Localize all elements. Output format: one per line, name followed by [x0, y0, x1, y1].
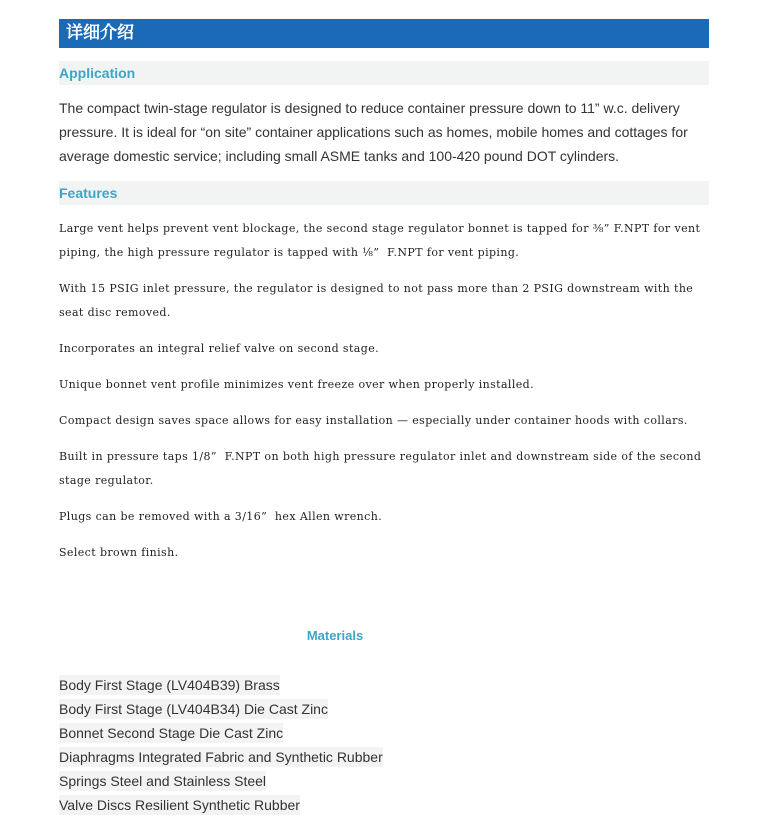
page-title: 详细介绍 — [59, 19, 709, 48]
material-item: Valve Discs Resilient Synthetic Rubber — [59, 797, 300, 813]
feature-item: Large vent helps prevent vent blockage, the second stage regulator bonnet is tapped for ⅜” F.NPT for vent piping, the high pressure regulator is tapped with ⅛” F.NPT for vent piping. — [59, 222, 705, 259]
material-item: Diaphragms Integrated Fabric and Synthetic Rubber — [59, 749, 383, 765]
application-text: The compact twin-stage regulator is designed to reduce container pressure down to 11” w.c. delivery pressure. It is ideal for “on site” container applications such as homes, mobile homes and cottages for average domestic service; including small ASME tanks and 100-420 pound DOT cylinders. — [59, 100, 688, 164]
feature-item: With 15 PSIG inlet pressure, the regulator is designed to not pass more than 2 PSIG downstream with the seat disc removed. — [59, 282, 698, 319]
application-header: Application — [59, 61, 709, 85]
materials-header: Materials — [306, 628, 364, 643]
material-item: Bonnet Second Stage Die Cast Zinc — [59, 725, 284, 741]
feature-item: Plugs can be removed with a 3/16” hex Allen wrench. — [59, 510, 383, 523]
feature-item: Incorporates an integral relief valve on second stage. — [59, 342, 379, 355]
feature-item: Select brown finish. — [59, 546, 179, 559]
material-item: Body First Stage (LV404B39) Brass — [59, 677, 280, 693]
features-header: Features — [59, 181, 709, 205]
material-item: Body First Stage (LV404B34) Die Cast Zinc — [59, 701, 328, 717]
feature-item: Compact design saves space allows for easy installation — especially under container hoods with collars. — [59, 414, 688, 427]
feature-item: Built in pressure taps 1/8” F.NPT on both high pressure regulator inlet and downstream side of the second stage regulator. — [59, 450, 706, 487]
material-item: Springs Steel and Stainless Steel — [59, 773, 267, 789]
feature-item: Unique bonnet vent profile minimizes vent freeze over when properly installed. — [59, 378, 535, 391]
